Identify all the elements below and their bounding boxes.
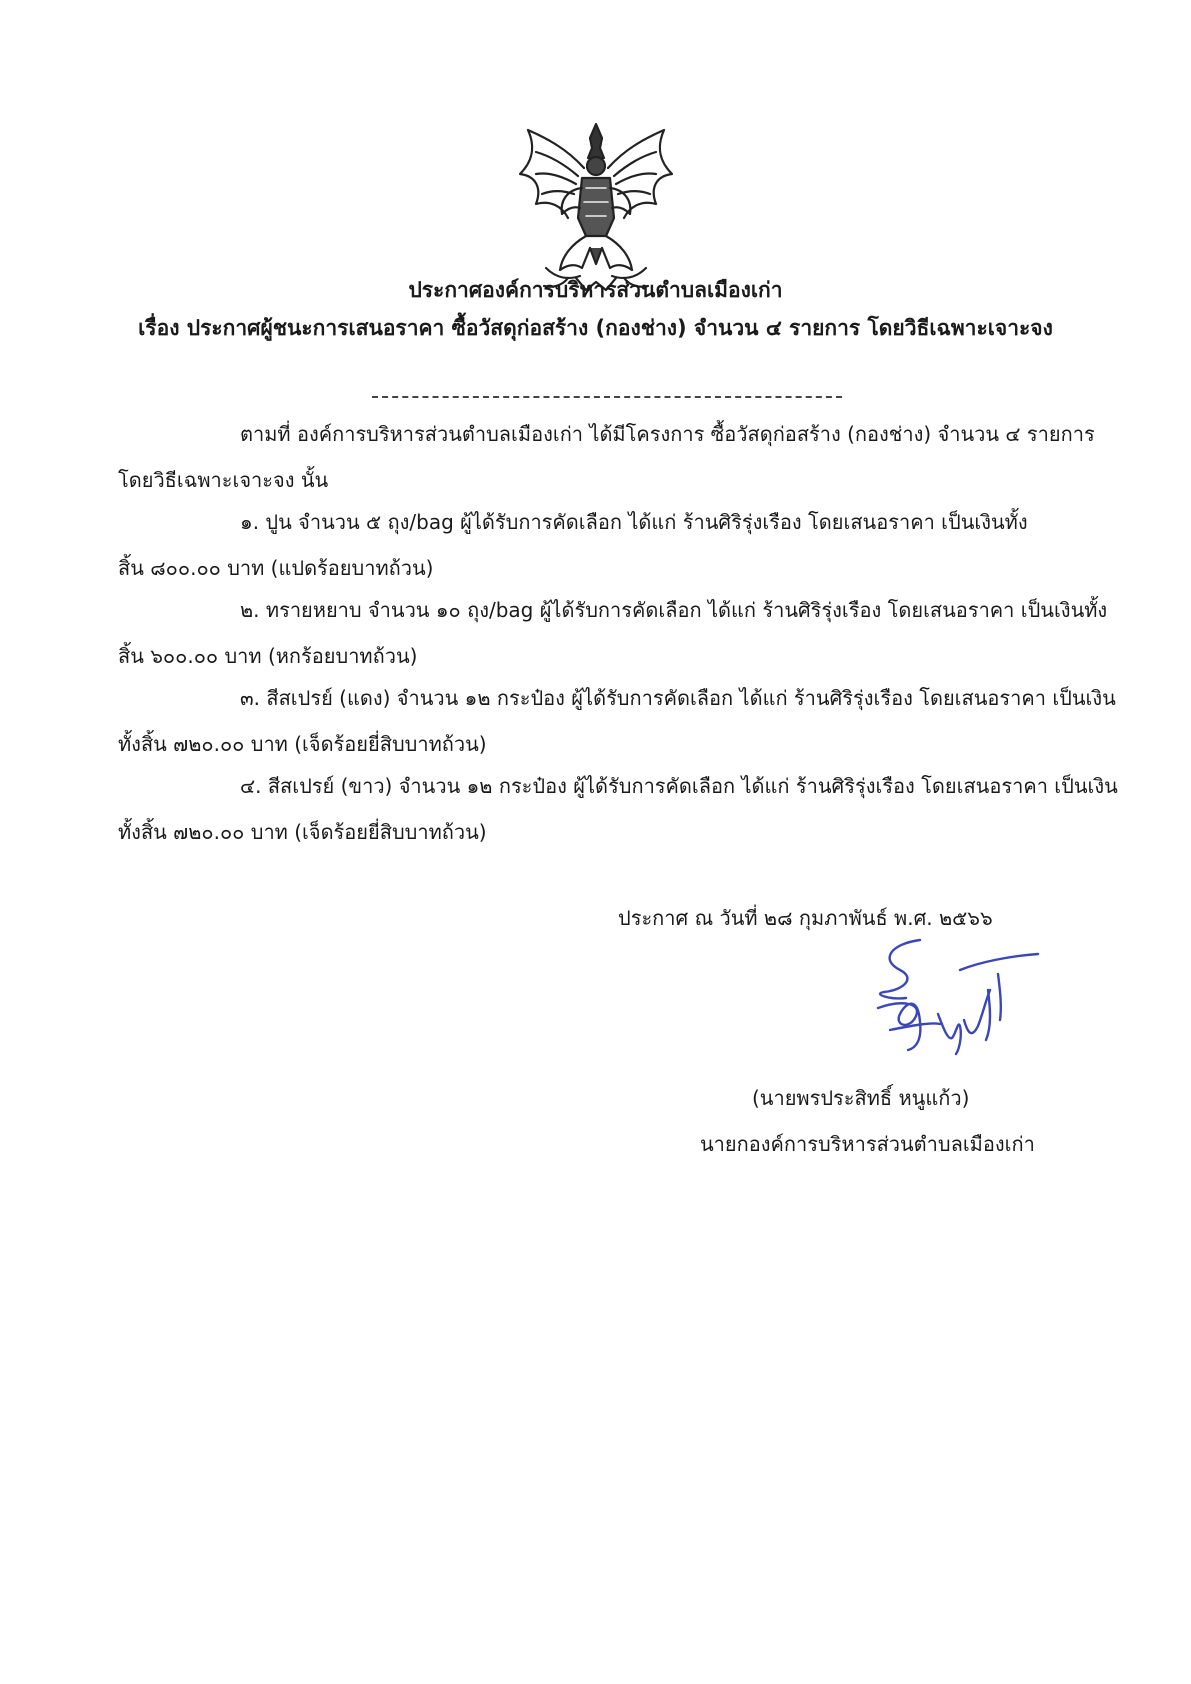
signer-name: (นายพรประสิทธิ์ หนูแก้ว) (752, 1086, 970, 1110)
item-1-line-1: ๑. ปูน จำนวน ๕ ถุง/bag ผู้ได้รับการคัดเลือก ได้แก่ ร้านศิริรุ่งเรือง โดยเสนอราคา เป็นเงินทั้ง (240, 510, 1028, 534)
item-2-line-1: ๒. ทรายหยาบ จำนวน ๑๐ ถุง/bag ผู้ได้รับการคัดเลือก ได้แก่ ร้านศิริรุ่งเรือง โดยเสนอราคา เป็นเงินทั้ง (240, 598, 1108, 622)
item-1-line-2: สิ้น ๘๐๐.๐๐ บาท (แปดร้อยบาทถ้วน) (118, 556, 434, 580)
document-title: ประกาศองค์การบริหารส่วนตำบลเมืองเก่า (408, 278, 783, 302)
title-divider (372, 396, 842, 398)
item-2-line-2: สิ้น ๖๐๐.๐๐ บาท (หกร้อยบาทถ้วน) (118, 644, 418, 668)
announcement-date: ประกาศ ณ วันที่ ๒๘ กุมภาพันธ์ พ.ศ. ๒๕๖๖ (618, 906, 993, 930)
intro-line-1: ตามที่ องค์การบริหารส่วนตำบลเมืองเก่า ได้มีโครงการ ซื้อวัสดุก่อสร้าง (กองช่าง) จำนวน ๔ รายการ (240, 422, 1095, 446)
document-subject: เรื่อง ประกาศผู้ชนะการเสนอราคา ซื้อวัสดุก่อสร้าง (กองช่าง) จำนวน ๔ รายการ โดยวิธีเฉพาะเจาะจง (138, 316, 1053, 340)
intro-line-2: โดยวิธีเฉพาะเจาะจง นั้น (118, 468, 329, 492)
signature-image (860, 930, 1040, 1060)
item-3-line-1: ๓. สีสเปรย์ (แดง) จำนวน ๑๒ กระป๋อง ผู้ได้รับการคัดเลือก ได้แก่ ร้านศิริรุ่งเรือง โดยเสนอราคา เป็นเงิน (240, 686, 1116, 710)
garuda-emblem-icon (506, 118, 686, 296)
item-4-line-1: ๔. สีสเปรย์ (ขาว) จำนวน ๑๒ กระป๋อง ผู้ได้รับการคัดเลือก ได้แก่ ร้านศิริรุ่งเรือง โดยเสนอราคา เป็นเงิน (240, 774, 1118, 798)
item-4-line-2: ทั้งสิ้น ๗๒๐.๐๐ บาท (เจ็ดร้อยยี่สิบบาทถ้วน) (118, 820, 487, 844)
item-3-line-2: ทั้งสิ้น ๗๒๐.๐๐ บาท (เจ็ดร้อยยี่สิบบาทถ้วน) (118, 732, 487, 756)
signer-position: นายกองค์การบริหารส่วนตำบลเมืองเก่า (700, 1132, 1035, 1156)
